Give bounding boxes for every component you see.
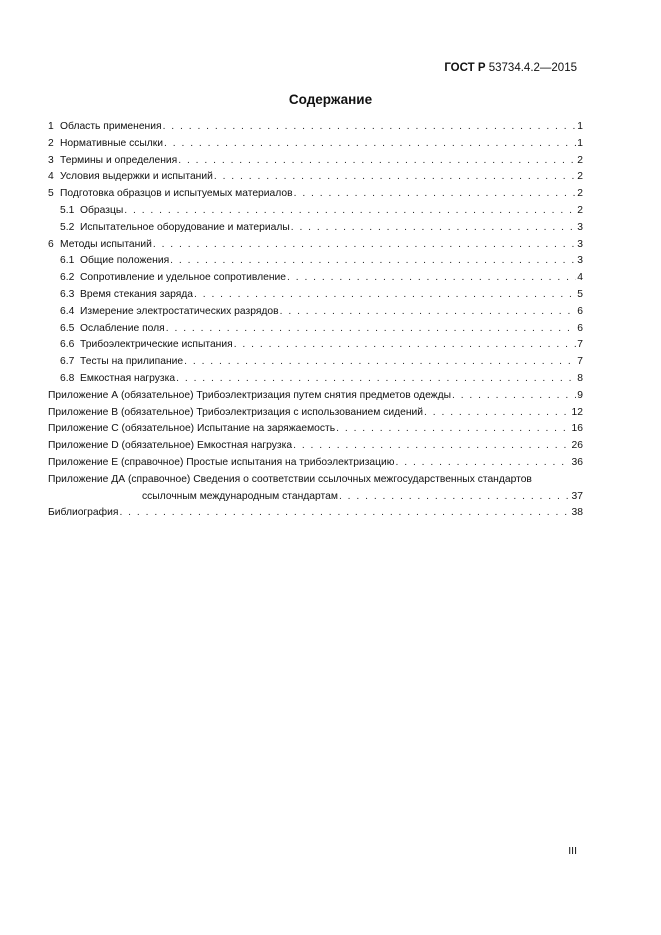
toc-entry-page: 8 [577,372,583,384]
toc-leader-dots [293,438,570,455]
toc-entry-number: 6.8 [60,372,75,384]
toc-entry-page: 4 [577,272,583,284]
toc-entry-number: 5.1 [60,204,75,216]
toc-leader-dots [164,136,576,153]
toc-leader-dots [124,203,576,220]
toc-entry-number: 6.3 [60,288,75,300]
toc-leader-dots [339,489,571,506]
toc-entry-number: 4 [48,171,54,183]
toc-entry-page: 38 [571,507,583,519]
toc-entry-page: 3 [577,238,583,250]
toc-leader-dots [153,237,576,254]
toc-entry-page: 6 [577,305,583,317]
toc-row [48,321,583,338]
toc-entry-number: 6.5 [60,322,75,334]
toc-leader-dots [234,337,577,354]
toc-entry-number: 5 [48,188,54,200]
toc-entry-label: Трибоэлектрические испытания [80,339,233,351]
toc-entry-label: Ослабление поля [80,322,165,334]
toc-entry-page: 6 [577,322,583,334]
toc-row [48,438,583,455]
toc-entry-label: Общие положения [80,255,170,267]
toc-entry-label-cont: ссылочным международным стандартам [142,490,338,502]
toc-entry-page: 1 [577,121,583,132]
toc-leader-dots [163,119,577,136]
toc-entry-number: 6 [48,238,54,250]
toc-leader-dots [452,388,576,405]
toc-row [48,337,583,354]
toc-entry-page: 3 [577,255,583,267]
toc-entry-label: Приложение В (обязательное) Трибоэлектризация с использованием сидений [48,406,424,418]
toc-row [48,505,583,522]
toc-title: Содержание [288,92,373,107]
toc-row [48,203,583,220]
toc-entry-label: Тесты на прилипание [80,356,184,368]
toc-entry-label: Емкостная нагрузка [80,372,176,384]
toc-row [48,153,583,170]
toc-entry-label: Сопротивление и удельное сопротивление [80,272,287,284]
toc-leader-dots [280,304,577,321]
toc-row [48,388,583,405]
toc-entry-page: 7 [577,339,583,351]
toc-entry-page: 26 [571,440,583,452]
toc-row [48,169,583,186]
toc-entry-number: 5.2 [60,221,75,233]
standard-number: 53734.4.2—2015 [488,62,577,74]
toc-entry-page: 37 [571,490,583,502]
toc-leader-dots [166,321,577,338]
toc-leader-dots [294,186,577,203]
toc-row [48,270,583,287]
toc-entry-page: 9 [577,389,583,401]
toc-row [48,304,583,321]
toc-leader-dots [336,421,570,438]
toc-row [48,455,583,472]
toc-entry-page: 36 [571,456,583,468]
toc-entry-label: Нормативные ссылки [60,137,164,149]
toc-entry-label: Методы испытаний [60,238,152,250]
toc-entry-number: 6.2 [60,272,75,284]
toc-entry-label: Образцы [80,204,124,216]
toc-row [48,354,583,371]
toc-entry-page: 2 [577,204,583,216]
toc-entry-page: 1 [577,137,583,149]
toc-leader-dots [119,505,570,522]
toc-entry-label: Приложение Е (справочное) Простые испытания на трибоэлектризацию [48,456,395,468]
toc-entry-number: 1 [48,121,54,132]
toc-entry-page: 12 [571,406,583,418]
toc-leader-dots [176,371,576,388]
toc-entry-label: Область применения [60,121,162,132]
toc-row [48,220,583,237]
toc-row [48,119,583,136]
toc-leader-dots [396,455,571,472]
toc-entry-page: 2 [577,188,583,200]
toc-row [48,253,583,270]
toc-entry-page: 2 [577,154,583,166]
toc-leader-dots [178,153,576,170]
toc-entry-label: Измерение электростатических разрядов [80,305,279,317]
toc-row [48,472,583,506]
document-header [444,62,577,74]
table-of-contents [48,119,583,522]
toc-entry-number: 2 [48,137,54,149]
standard-prefix: ГОСТ Р [444,62,486,74]
toc-entry-page: 2 [577,171,583,183]
toc-entry-label: Библиография [48,507,119,519]
toc-leader-dots [291,220,577,237]
toc-entry-label: Время стекания заряда [80,288,194,300]
toc-entry-number: 6.1 [60,255,75,267]
toc-leader-dots [184,354,576,371]
toc-leader-dots [424,405,571,422]
toc-entry-page: 5 [577,288,583,300]
toc-entry-label: Приложение А (обязательное) Трибоэлектризация путем снятия предметов одежды [48,389,451,401]
toc-entry-number: 6.7 [60,356,75,368]
toc-entry-label: Термины и определения [60,154,178,166]
toc-row [48,186,583,203]
page-number: III [568,845,577,857]
toc-entry-number: 3 [48,154,54,166]
toc-row [48,237,583,254]
toc-row [48,421,583,438]
toc-entry-page: 16 [571,423,583,435]
toc-entry-number: 6.6 [60,339,75,351]
toc-row [48,371,583,388]
toc-entry-label: Условия выдержки и испытаний [60,171,213,183]
toc-entry-label: Приложение D (обязательное) Емкостная нагрузка [48,440,293,452]
toc-entry-label: Приложение ДА (справочное) Сведения о соответствии ссылочных межгосударственных стандартов [48,473,532,485]
toc-entry-page: 3 [577,221,583,233]
toc-row [48,136,583,153]
toc-entry-label: Подготовка образцов и испытуемых материалов [60,188,293,200]
toc-row [48,287,583,304]
toc-leader-dots [170,253,576,270]
toc-entry-label: Приложение С (обязательное) Испытание на заряжаемость [48,423,336,435]
toc-entry-label: Испытательное оборудование и материалы [80,221,290,233]
toc-leader-dots [214,169,576,186]
toc-leader-dots [287,270,576,287]
toc-row [48,405,583,422]
toc-entry-continuation [48,489,583,506]
toc-entry-page: 7 [577,356,583,368]
toc-leader-dots [194,287,576,304]
toc-entry-number: 6.4 [60,305,75,317]
